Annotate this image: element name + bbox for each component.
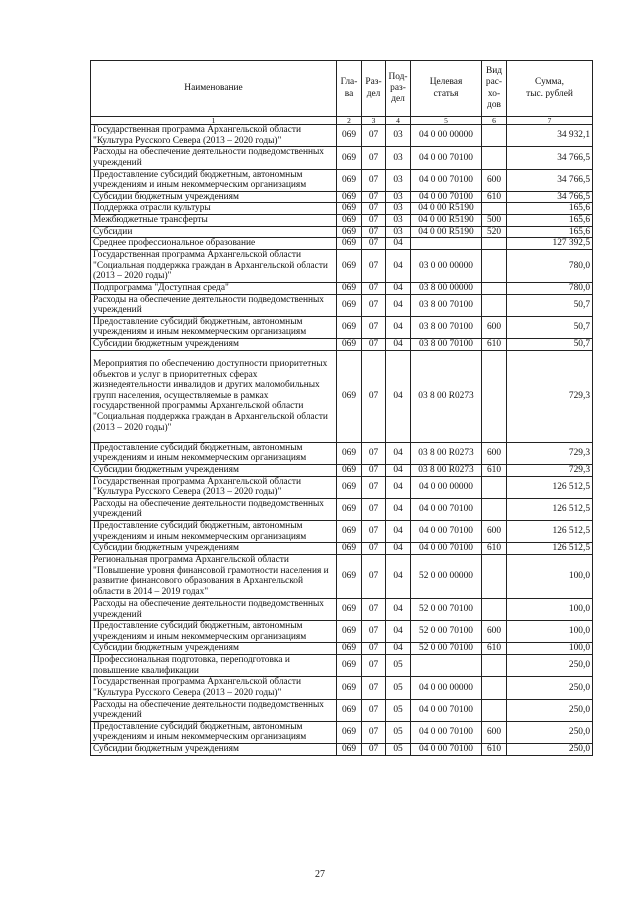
header-razdel: Раз- дел xyxy=(362,61,386,117)
cell-name: Предоставление субсидий бюджетным, автономным учреждениям и иным некоммерческим организациям xyxy=(91,721,337,743)
cell-vid: 610 xyxy=(482,339,507,351)
cell-statya: 04 0 00 00000 xyxy=(411,476,482,498)
cell-sum: 126 512,5 xyxy=(507,543,593,555)
table-row xyxy=(91,316,593,338)
cell-glava: 069 xyxy=(337,350,362,442)
cell-razdel: 07 xyxy=(362,249,386,282)
cell-podrazdel: 04 xyxy=(386,442,411,464)
cell-vid xyxy=(482,476,507,498)
cell-vid xyxy=(482,655,507,677)
cell-name: Среднее профессиональное образование xyxy=(91,238,337,250)
cell-podrazdel: 04 xyxy=(386,643,411,655)
cell-razdel: 07 xyxy=(362,643,386,655)
cell-statya xyxy=(411,238,482,250)
table-row xyxy=(91,621,593,643)
table-row xyxy=(91,294,593,316)
cell-podrazdel: 04 xyxy=(386,521,411,543)
cell-razdel: 07 xyxy=(362,721,386,743)
table-row xyxy=(91,282,593,294)
cell-glava: 069 xyxy=(337,294,362,316)
table-row xyxy=(91,543,593,555)
cell-name: Субсидии бюджетным учреждениям xyxy=(91,464,337,476)
cell-razdel: 07 xyxy=(362,316,386,338)
cell-statya: 04 0 00 R5190 xyxy=(411,203,482,215)
cell-sum: 780,0 xyxy=(507,282,593,294)
cell-podrazdel: 03 xyxy=(386,125,411,147)
cell-razdel: 07 xyxy=(362,744,386,756)
cell-name: Мероприятия по обеспечению доступности приоритетных объектов и услуг в приоритетных сферах жизнедеятельности инвалидов и других маломобильных групп населения, осуществляемые в рамках государственной программы Архангельской области "Социальная поддержка граждан в Архангельской области (2013 – 2020 годы)" xyxy=(91,350,337,442)
cell-statya: 04 0 00 R5190 xyxy=(411,215,482,227)
header-podrazdel: Под- раз- дел xyxy=(386,61,411,117)
table-row xyxy=(91,169,593,191)
cell-statya: 04 0 00 00000 xyxy=(411,677,482,699)
cell-sum: 250,0 xyxy=(507,677,593,699)
cell-razdel: 07 xyxy=(362,215,386,227)
cell-sum: 250,0 xyxy=(507,699,593,721)
cell-glava: 069 xyxy=(337,554,362,598)
cell-podrazdel: 04 xyxy=(386,294,411,316)
cell-razdel: 07 xyxy=(362,238,386,250)
cell-vid xyxy=(482,677,507,699)
cell-name: Предоставление субсидий бюджетным, автономным учреждениям и иным некоммерческим организациям xyxy=(91,621,337,643)
cell-name: Профессиональная подготовка, переподготовка и повышение квалификации xyxy=(91,655,337,677)
cell-razdel: 07 xyxy=(362,339,386,351)
cell-razdel: 07 xyxy=(362,476,386,498)
cell-razdel: 07 xyxy=(362,543,386,555)
cell-vid xyxy=(482,498,507,520)
cell-vid xyxy=(482,125,507,147)
cell-sum: 126 512,5 xyxy=(507,498,593,520)
cell-glava: 069 xyxy=(337,282,362,294)
cell-podrazdel: 05 xyxy=(386,699,411,721)
cell-glava: 069 xyxy=(337,169,362,191)
cell-glava: 069 xyxy=(337,498,362,520)
table-row xyxy=(91,677,593,699)
table-row xyxy=(91,498,593,520)
cell-podrazdel: 03 xyxy=(386,191,411,203)
cell-glava: 069 xyxy=(337,677,362,699)
cell-sum: 50,7 xyxy=(507,294,593,316)
cell-name: Расходы на обеспечение деятельности подведомственных учреждений xyxy=(91,294,337,316)
header-name: Наименование xyxy=(91,61,337,117)
cell-vid: 500 xyxy=(482,215,507,227)
cell-podrazdel: 04 xyxy=(386,350,411,442)
cell-statya: 04 0 00 70100 xyxy=(411,721,482,743)
cell-vid: 600 xyxy=(482,442,507,464)
cell-razdel: 07 xyxy=(362,125,386,147)
cell-sum: 250,0 xyxy=(507,721,593,743)
cell-sum: 126 512,5 xyxy=(507,521,593,543)
cell-name: Расходы на обеспечение деятельности подведомственных учреждений xyxy=(91,598,337,620)
page-number: 27 xyxy=(315,869,325,880)
cell-sum: 729,3 xyxy=(507,464,593,476)
cell-razdel: 07 xyxy=(362,498,386,520)
table-row xyxy=(91,699,593,721)
cell-razdel: 07 xyxy=(362,282,386,294)
cell-glava: 069 xyxy=(337,226,362,238)
cell-razdel: 07 xyxy=(362,554,386,598)
cell-sum: 729,3 xyxy=(507,442,593,464)
header-glava: Гла- ва xyxy=(337,61,362,117)
cell-sum: 780,0 xyxy=(507,249,593,282)
cell-name: Расходы на обеспечение деятельности подведомственных учреждений xyxy=(91,498,337,520)
header-sum: Сумма, тыс. рублей xyxy=(507,61,593,117)
cell-sum: 34 766,5 xyxy=(507,147,593,169)
cell-sum: 34 932,1 xyxy=(507,125,593,147)
cell-podrazdel: 04 xyxy=(386,543,411,555)
cell-razdel: 07 xyxy=(362,699,386,721)
cell-razdel: 07 xyxy=(362,191,386,203)
cell-glava: 069 xyxy=(337,238,362,250)
cell-statya: 04 0 00 70100 xyxy=(411,191,482,203)
cell-name: Государственная программа Архангельской области "Культура Русского Севера (2013 – 2020 годы)" xyxy=(91,125,337,147)
cell-statya: 03 8 00 70100 xyxy=(411,339,482,351)
cell-razdel: 07 xyxy=(362,169,386,191)
cell-sum: 250,0 xyxy=(507,744,593,756)
cell-razdel: 07 xyxy=(362,521,386,543)
table-row xyxy=(91,464,593,476)
cell-statya: 04 0 00 70100 xyxy=(411,147,482,169)
cell-vid: 600 xyxy=(482,721,507,743)
cell-glava: 069 xyxy=(337,215,362,227)
cell-name: Расходы на обеспечение деятельности подведомственных учреждений xyxy=(91,699,337,721)
column-number: 1 xyxy=(91,117,337,125)
cell-podrazdel: 04 xyxy=(386,464,411,476)
cell-sum: 50,7 xyxy=(507,316,593,338)
cell-glava: 069 xyxy=(337,316,362,338)
cell-razdel: 07 xyxy=(362,598,386,620)
cell-vid: 600 xyxy=(482,316,507,338)
cell-podrazdel: 04 xyxy=(386,316,411,338)
cell-razdel: 07 xyxy=(362,294,386,316)
cell-sum: 127 392,5 xyxy=(507,238,593,250)
table-row xyxy=(91,655,593,677)
cell-glava: 069 xyxy=(337,339,362,351)
cell-name: Поддержка отрасли культуры xyxy=(91,203,337,215)
cell-glava: 069 xyxy=(337,249,362,282)
cell-podrazdel: 03 xyxy=(386,203,411,215)
cell-name: Субсидии бюджетным учреждениям xyxy=(91,643,337,655)
cell-sum: 165,6 xyxy=(507,215,593,227)
table-row xyxy=(91,147,593,169)
cell-sum: 165,6 xyxy=(507,203,593,215)
cell-name: Межбюджетные трансферты xyxy=(91,215,337,227)
cell-glava: 069 xyxy=(337,721,362,743)
cell-name: Государственная программа Архангельской области "Социальная поддержка граждан в Архангельской области (2013 – 2020 годы)" xyxy=(91,249,337,282)
cell-statya: 03 8 00 R0273 xyxy=(411,442,482,464)
cell-vid: 520 xyxy=(482,226,507,238)
budget-table xyxy=(90,60,593,756)
cell-statya: 04 0 00 70100 xyxy=(411,521,482,543)
cell-razdel: 07 xyxy=(362,350,386,442)
cell-podrazdel: 03 xyxy=(386,226,411,238)
table-row xyxy=(91,226,593,238)
cell-glava: 069 xyxy=(337,147,362,169)
cell-podrazdel: 04 xyxy=(386,339,411,351)
cell-razdel: 07 xyxy=(362,655,386,677)
cell-vid: 610 xyxy=(482,191,507,203)
cell-vid xyxy=(482,238,507,250)
cell-vid xyxy=(482,350,507,442)
column-number: 2 xyxy=(337,117,362,125)
cell-razdel: 07 xyxy=(362,464,386,476)
cell-podrazdel: 04 xyxy=(386,249,411,282)
column-number: 7 xyxy=(507,117,593,125)
cell-podrazdel: 04 xyxy=(386,621,411,643)
cell-statya: 52 0 00 70100 xyxy=(411,643,482,655)
cell-podrazdel: 03 xyxy=(386,147,411,169)
cell-statya: 03 8 00 00000 xyxy=(411,282,482,294)
table-row xyxy=(91,598,593,620)
cell-razdel: 07 xyxy=(362,621,386,643)
cell-statya: 04 0 00 70100 xyxy=(411,498,482,520)
cell-vid xyxy=(482,203,507,215)
header-vid: Вид рас- хо- дов xyxy=(482,61,507,117)
cell-podrazdel: 03 xyxy=(386,169,411,191)
cell-podrazdel: 04 xyxy=(386,598,411,620)
cell-statya: 04 0 00 70100 xyxy=(411,543,482,555)
cell-podrazdel: 03 xyxy=(386,215,411,227)
cell-sum: 50,7 xyxy=(507,339,593,351)
table-row xyxy=(91,203,593,215)
cell-statya: 03 8 00 70100 xyxy=(411,294,482,316)
cell-statya: 03 8 00 70100 xyxy=(411,316,482,338)
cell-name: Субсидии xyxy=(91,226,337,238)
cell-name: Предоставление субсидий бюджетным, автономным учреждениям и иным некоммерческим организациям xyxy=(91,442,337,464)
table-row xyxy=(91,238,593,250)
table-row xyxy=(91,721,593,743)
cell-name: Предоставление субсидий бюджетным, автономным учреждениям и иным некоммерческим организациям xyxy=(91,169,337,191)
cell-name: Субсидии бюджетным учреждениям xyxy=(91,744,337,756)
column-number: 5 xyxy=(411,117,482,125)
table-row xyxy=(91,215,593,227)
cell-sum: 34 766,5 xyxy=(507,169,593,191)
cell-statya: 52 0 00 70100 xyxy=(411,621,482,643)
cell-podrazdel: 04 xyxy=(386,476,411,498)
cell-glava: 069 xyxy=(337,521,362,543)
table-row xyxy=(91,249,593,282)
cell-sum: 165,6 xyxy=(507,226,593,238)
cell-sum: 100,0 xyxy=(507,598,593,620)
table-row xyxy=(91,521,593,543)
cell-sum: 100,0 xyxy=(507,554,593,598)
cell-glava: 069 xyxy=(337,464,362,476)
table-row xyxy=(91,125,593,147)
table-row xyxy=(91,191,593,203)
header-statya: Целевая статья xyxy=(411,61,482,117)
cell-sum: 100,0 xyxy=(507,643,593,655)
column-number: 6 xyxy=(482,117,507,125)
cell-statya: 04 0 00 R5190 xyxy=(411,226,482,238)
cell-glava: 069 xyxy=(337,621,362,643)
cell-glava: 069 xyxy=(337,442,362,464)
cell-vid: 600 xyxy=(482,621,507,643)
cell-name: Предоставление субсидий бюджетным, автономным учреждениям и иным некоммерческим организациям xyxy=(91,316,337,338)
cell-glava: 069 xyxy=(337,655,362,677)
cell-name: Предоставление субсидий бюджетным, автономным учреждениям и иным некоммерческим организациям xyxy=(91,521,337,543)
cell-vid xyxy=(482,554,507,598)
cell-sum: 250,0 xyxy=(507,655,593,677)
table-body xyxy=(91,125,593,756)
cell-razdel: 07 xyxy=(362,147,386,169)
cell-podrazdel: 05 xyxy=(386,721,411,743)
cell-statya: 04 0 00 70100 xyxy=(411,744,482,756)
table-row xyxy=(91,350,593,442)
table-row xyxy=(91,554,593,598)
cell-razdel: 07 xyxy=(362,203,386,215)
cell-glava: 069 xyxy=(337,643,362,655)
table-row xyxy=(91,744,593,756)
cell-statya: 52 0 00 70100 xyxy=(411,598,482,620)
cell-name: Расходы на обеспечение деятельности подведомственных учреждений xyxy=(91,147,337,169)
cell-vid xyxy=(482,147,507,169)
cell-podrazdel: 04 xyxy=(386,554,411,598)
cell-vid xyxy=(482,294,507,316)
column-number: 3 xyxy=(362,117,386,125)
header-row xyxy=(91,61,593,117)
cell-statya: 04 0 00 70100 xyxy=(411,699,482,721)
table-row xyxy=(91,643,593,655)
cell-vid xyxy=(482,598,507,620)
cell-statya: 04 0 00 00000 xyxy=(411,125,482,147)
cell-statya xyxy=(411,655,482,677)
cell-vid: 610 xyxy=(482,643,507,655)
cell-glava: 069 xyxy=(337,125,362,147)
cell-podrazdel: 04 xyxy=(386,498,411,520)
table-row xyxy=(91,442,593,464)
cell-podrazdel: 05 xyxy=(386,677,411,699)
column-number: 4 xyxy=(386,117,411,125)
cell-name: Региональная программа Архангельской области "Повышение уровня финансовой грамотности населения и развитие финансового образования в Архангельской области в 2014 – 2019 годах" xyxy=(91,554,337,598)
cell-sum: 126 512,5 xyxy=(507,476,593,498)
cell-name: Субсидии бюджетным учреждениям xyxy=(91,191,337,203)
cell-glava: 069 xyxy=(337,699,362,721)
cell-name: Субсидии бюджетным учреждениям xyxy=(91,543,337,555)
cell-vid xyxy=(482,282,507,294)
cell-sum: 34 766,5 xyxy=(507,191,593,203)
cell-vid: 600 xyxy=(482,169,507,191)
cell-glava: 069 xyxy=(337,543,362,555)
cell-statya: 03 8 00 R0273 xyxy=(411,464,482,476)
cell-statya: 03 8 00 R0273 xyxy=(411,350,482,442)
cell-glava: 069 xyxy=(337,744,362,756)
cell-glava: 069 xyxy=(337,598,362,620)
cell-sum: 100,0 xyxy=(507,621,593,643)
cell-glava: 069 xyxy=(337,203,362,215)
column-number-row xyxy=(91,117,593,125)
cell-vid: 610 xyxy=(482,543,507,555)
cell-name: Государственная программа Архангельской области "Культура Русского Севера (2013 – 2020 годы)" xyxy=(91,677,337,699)
cell-vid xyxy=(482,249,507,282)
cell-statya: 52 0 00 00000 xyxy=(411,554,482,598)
cell-razdel: 07 xyxy=(362,442,386,464)
cell-podrazdel: 04 xyxy=(386,238,411,250)
cell-vid: 600 xyxy=(482,521,507,543)
cell-vid: 610 xyxy=(482,464,507,476)
cell-glava: 069 xyxy=(337,191,362,203)
cell-sum: 729,3 xyxy=(507,350,593,442)
cell-podrazdel: 05 xyxy=(386,655,411,677)
cell-podrazdel: 04 xyxy=(386,282,411,294)
cell-razdel: 07 xyxy=(362,677,386,699)
cell-name: Подпрограмма "Доступная среда" xyxy=(91,282,337,294)
cell-statya: 04 0 00 70100 xyxy=(411,169,482,191)
table-row xyxy=(91,339,593,351)
cell-name: Государственная программа Архангельской области "Культура Русского Севера (2013 – 2020 годы)" xyxy=(91,476,337,498)
cell-vid xyxy=(482,699,507,721)
table-row xyxy=(91,476,593,498)
cell-name: Субсидии бюджетным учреждениям xyxy=(91,339,337,351)
cell-podrazdel: 05 xyxy=(386,744,411,756)
cell-razdel: 07 xyxy=(362,226,386,238)
cell-vid: 610 xyxy=(482,744,507,756)
cell-statya: 03 0 00 00000 xyxy=(411,249,482,282)
cell-glava: 069 xyxy=(337,476,362,498)
